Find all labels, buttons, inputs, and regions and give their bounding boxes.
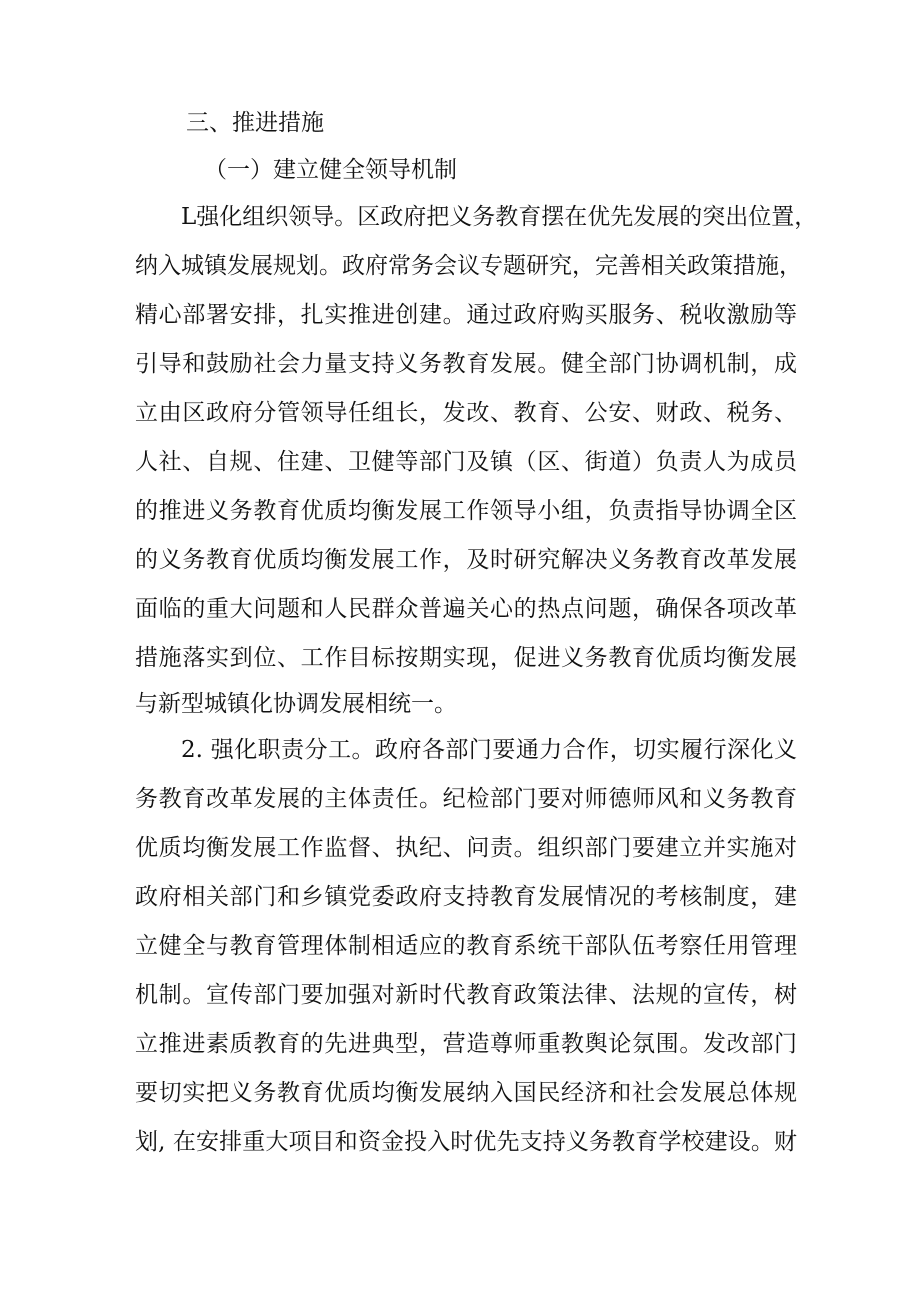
paragraph-line: 立健全与教育管理体制相适应的教育系统干部队伍考察任用管理 — [135, 933, 797, 959]
paragraph-line: L强化组织领导。区政府把义务教育摆在优先发展的突出位置， — [181, 204, 818, 230]
paragraph-line: 立由区政府分管领导任组长，发改、教育、公安、财政、税务、 — [135, 400, 797, 426]
paragraph-line: 2. 强化职责分工。政府各部门要通力合作，切实履行深化义 — [181, 737, 797, 763]
paragraph-line: 与新型城镇化协调发展相统一。 — [135, 691, 457, 717]
paragraph-line: 机制。宣传部门要加强对新时代教育政策法律、法规的宣传，树 — [135, 982, 797, 1008]
paragraph-line: 措施落实到位、工作目标按期实现，促进义务教育优质均衡发展 — [135, 645, 797, 671]
paragraph-line: 纳入城镇发展规划。政府常务会议专题研究，完善相关政策措施， — [135, 253, 802, 279]
paragraph-line: 立推进素质教育的先进典型，营造尊师重教舆论氛围。发改部门 — [135, 1031, 797, 1057]
paragraph-line: 人社、自规、住建、卫健等部门及镇（区、街道）负责人为成员 — [135, 449, 797, 475]
subsection-heading: （一）建立健全领导机制 — [204, 157, 457, 183]
paragraph-line: 划, 在安排重大项目和资金投入时优先支持义务教育学校建设。财 — [135, 1129, 797, 1155]
paragraph-line: 引导和鼓励社会力量支持义务教育发展。健全部门协调机制，成 — [135, 351, 797, 377]
paragraph-line: 精心部署安排，扎实推进创建。通过政府购买服务、税收激励等 — [135, 302, 797, 328]
paragraph-line: 务教育改革发展的主体责任。纪检部门要对师德师风和义务教育 — [135, 786, 797, 812]
paragraph-line: 要切实把义务教育优质均衡发展纳入国民经济和社会发展总体规 — [135, 1080, 797, 1106]
paragraph-line: 的推进义务教育优质均衡发展工作领导小组，负责指导协调全区 — [135, 498, 797, 524]
section-heading: 三、推进措施 — [186, 110, 324, 136]
paragraph-line: 面临的重大问题和人民群众普遍关心的热点问题，确保各项改革 — [135, 596, 797, 622]
paragraph-line: 优质均衡发展工作监督、执纪、问责。组织部门要建立并实施对 — [135, 835, 797, 861]
paragraph-line: 的义务教育优质均衡发展工作，及时研究解决义务教育改革发展 — [135, 547, 797, 573]
paragraph-line: 政府相关部门和乡镇党委政府支持教育发展情况的考核制度，建 — [135, 884, 797, 910]
